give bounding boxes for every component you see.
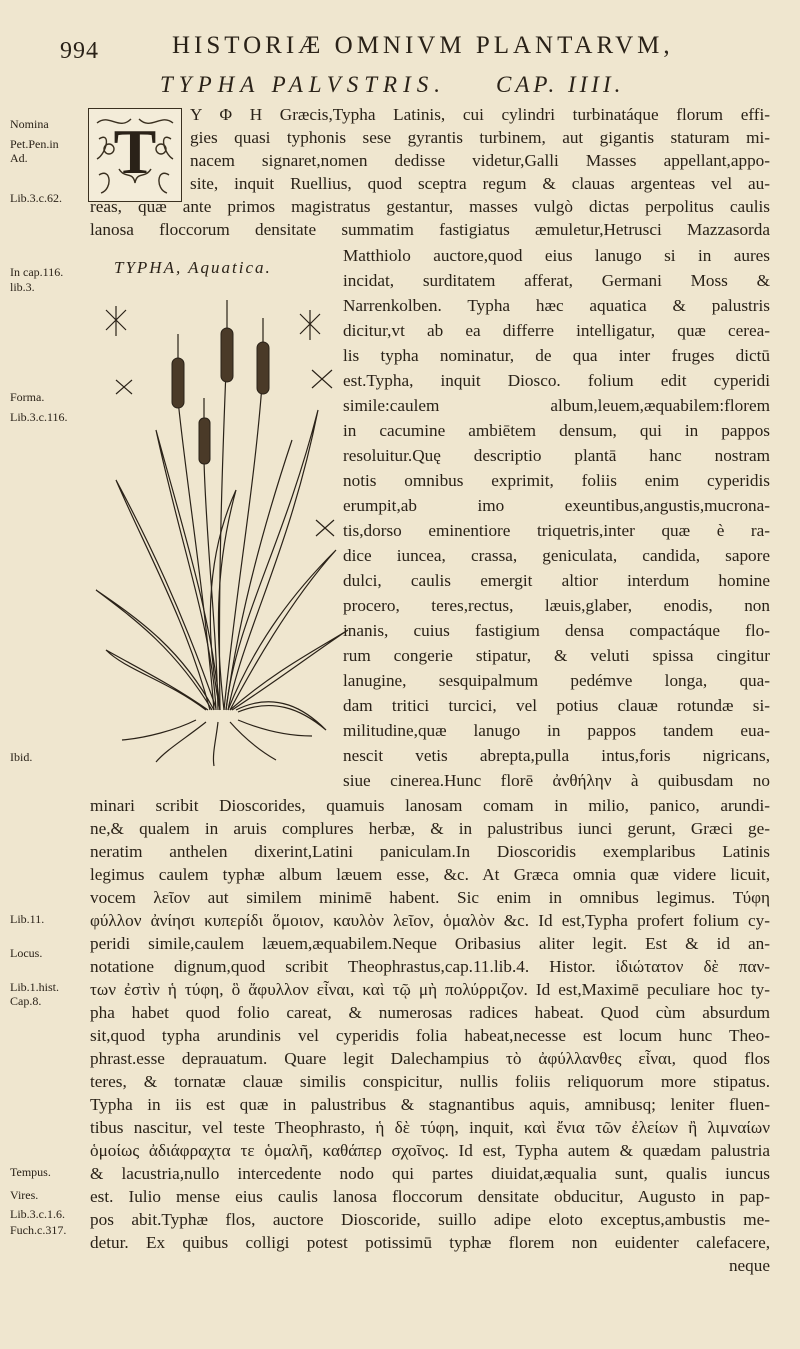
- text-line: in cacumine ambiētem densum, qui in pappos: [343, 421, 770, 440]
- text-line: Y Φ H Græcis,Typha Latinis, cui cylindri turbinatáque florum effi-: [190, 105, 770, 124]
- ornament-initial-icon: [89, 109, 181, 201]
- margin-note: In cap.116.: [10, 265, 64, 279]
- margin-note: Pet.Pen.in: [10, 137, 59, 151]
- decorated-initial: [88, 108, 182, 202]
- margin-note-nomina: Nomina: [10, 117, 49, 131]
- folio-number: 994: [60, 38, 99, 64]
- text-line: pos abit.Typhæ flos, auctore Dioscoride, suillo adipe eloto exceptus,ambustis me-: [90, 1210, 770, 1229]
- text-line: ὁμοίως ἀδιάφραχτα τε ὁμαλῆ, καθάπερ σχοῖνος. Id est, Typha autem & quædam palustria: [90, 1141, 770, 1160]
- text-line: notatione dignum,quod scribit Theophrastus,cap.11.lib.4. Histor. ἰδιώτατον δὲ παν-: [90, 957, 770, 976]
- margin-note-forma: Forma.: [10, 390, 45, 404]
- margin-note: Lib.3.c.116.: [10, 410, 68, 424]
- text-line: φύλλον ἀνίησι κυπερίδι ὅμοιον, καυλὸν λεῖον, ὁμαλὸν &c. Id est,Typha profert folium cy-: [90, 911, 770, 930]
- margin-note: Lib.11.: [10, 912, 45, 926]
- text-line: lis typha nominatur, de qua inter fruges dictū: [343, 346, 770, 365]
- text-line: των ἐστὶν ἡ τύφη, ὃ ἄφυλλον εἶναι, καὶ τῷ μὴ πολύρριζον. Id est,Maximē peculiare hoc ty-: [90, 980, 770, 999]
- catchword: neque: [728, 1256, 770, 1275]
- chapter-title: TYPHA PALVSTRIS.: [160, 72, 446, 97]
- text-line: incidat, surditatem afferat, Germani Moss &: [343, 271, 770, 290]
- initial-letter: T: [113, 116, 157, 187]
- margin-note: Ibid.: [10, 750, 33, 764]
- text-line: resoluitur.Quę descriptio plantā hanc nostram: [343, 446, 770, 465]
- text-line: ne,& qualem in aruis complures herbæ, & in palustribus iunci gerunt, Græci ge-: [90, 819, 770, 838]
- text-line: dulci, caulis emergit altior interdum homine: [343, 571, 770, 590]
- text-line: teres, & tornatæ clauæ similis conspicitur, nullis foliis reliquorum more stipatus.: [90, 1072, 770, 1091]
- text-line: reas, quæ ante primos magistratus gestantur, masses vulgò dictas perpolitus caulis: [90, 197, 770, 216]
- text-line: minari scribit Dioscorides, quamuis lanosam comam in milio, panico, arundi-: [90, 796, 770, 815]
- margin-note-vires: Vires.: [10, 1188, 39, 1202]
- margin-note: Fuch.c.317.: [10, 1223, 67, 1237]
- text-line: siue cinerea.Hunc florē ἀνθήλην à quibusdam no: [343, 771, 770, 790]
- margin-note: Lib.3.c.62.: [10, 191, 62, 205]
- text-line: procero, teres,rectus, læuis,glaber, enodis, non: [343, 596, 770, 615]
- text-line: rum congerie stipatur, & veluti spissa cingitur: [343, 646, 770, 665]
- text-line: legimus caulem typhæ album læuem esse, &c. At Græca omnia quæ videre licuit,: [90, 865, 770, 884]
- text-line: tibus nascitur, vel teste Theophrasto, ἡ δὲ τύφη, inquit, καὶ ἔνια τῶν ἐλείων ἢ λιμναίων: [90, 1118, 770, 1137]
- text-line: vocem λεῖον aut similem minimē habent. Sic enim in omnibus legimus. Τύφη: [90, 888, 770, 907]
- text-line: phrast.esse deprauatum. Quare legit Dalechampius τὸ ἀφύλλανθες εἶναι, quod flos: [90, 1049, 770, 1068]
- margin-note: lib.3.: [10, 280, 35, 294]
- text-line: lanugine, sesquipalmum pedémve longa, qua-: [343, 671, 770, 690]
- margin-note: Cap.8.: [10, 994, 42, 1008]
- running-head: HISTORIÆ OMNIVM PLANTARVM,: [172, 32, 674, 59]
- text-line: Typha in iis est quæ in palustribus & stagnantibus aquis, amnibusq; leniter fluen-: [90, 1095, 770, 1114]
- text-line: lanosa floccorum densitate summatim fastigiatus æmuletur,Hetrusci Mazzasorda: [90, 220, 770, 239]
- typha-illustration: [86, 258, 354, 768]
- margin-note: Ad.: [10, 151, 28, 165]
- figure-label: TYPHA, Aquatica.: [114, 258, 272, 277]
- text-line: militudine,quæ lanugo in pappos tandem eua-: [343, 721, 770, 740]
- text-line: nacem signaret,nomen dedisse videtur,Galli Masses appellant,appo-: [190, 151, 770, 170]
- margin-note-tempus: Tempus.: [10, 1165, 51, 1179]
- margin-note: Lib.3.c.1.6.: [10, 1207, 65, 1221]
- text-line: erumpit,ab imo exeuntibus,angustis,mucrona-: [343, 496, 770, 515]
- chapter-heading: [160, 72, 624, 98]
- text-line: nescit vetis abrepta,pulla intus,foris nigricans,: [343, 746, 770, 765]
- text-line: neratim anthelen dixerint,Latini paniculam.In Dioscoridis exemplaribus Latinis: [90, 842, 770, 861]
- text-line: Narrenkolben. Typha hæc aquatica & palustris: [343, 296, 770, 315]
- text-line: notis omnibus exprimit, foliis enim cyperidis: [343, 471, 770, 490]
- text-line: pha habet quod folio careat, & numerosas radices habeat. Quod cùm absurdum: [90, 1003, 770, 1022]
- text-line: est.Typha, inquit Diosco. folium edit cyperidi: [343, 371, 770, 390]
- text-line: tis,dorso eminentiore triquetris,inter quæ è ra-: [343, 521, 770, 540]
- text-line: peridi simile,caulem læuem,æquabilem.Neque Oribasius aliter legit. Est & id an-: [90, 934, 770, 953]
- text-line: est. Iulio mense eius caulis lanosa floccorum densitate obducitur, Augusto in pap-: [90, 1187, 770, 1206]
- text-line: dice iuncea, crassa, geniculata, candida, sapore: [343, 546, 770, 565]
- text-line: detur. Ex quibus colligi potest potissimū typhæ florem non euidenter calefacere,: [90, 1233, 770, 1252]
- cattail-plant-icon: [86, 290, 354, 768]
- text-line: sit,quod typha arundinis vel cyperidis folia habeat,necesse est locum hunc Theo-: [90, 1026, 770, 1045]
- text-line: Matthiolo auctore,quod eius lanugo si in aures: [343, 246, 770, 265]
- chapter-number: CAP. IIII.: [496, 72, 625, 97]
- text-line: dicitur,vt ab ea differre intelligatur, quæ cerea-: [343, 321, 770, 340]
- text-line: inanis, cuius fastigium densa compactáque flo-: [343, 621, 770, 640]
- text-line: site, inquit Ruellius, quod sceptra regum & clauas argenteas vel au-: [190, 174, 770, 193]
- text-line: & lacustria,nullo intercedente nodo qui partes diuidat,æqualia sunt, qualis iuncus: [90, 1164, 770, 1183]
- margin-note: Lib.1.hist.: [10, 980, 60, 994]
- text-line: simile:caulem album,leuem,æquabilem:florem: [343, 396, 770, 415]
- text-line: gies quasi typhonis sese gyrantis turbinem, aut gigantis staturam mi-: [190, 128, 770, 147]
- text-line: dam tritici turcici, vel potius clauæ rotundæ si-: [343, 696, 770, 715]
- margin-note-locus: Locus.: [10, 946, 43, 960]
